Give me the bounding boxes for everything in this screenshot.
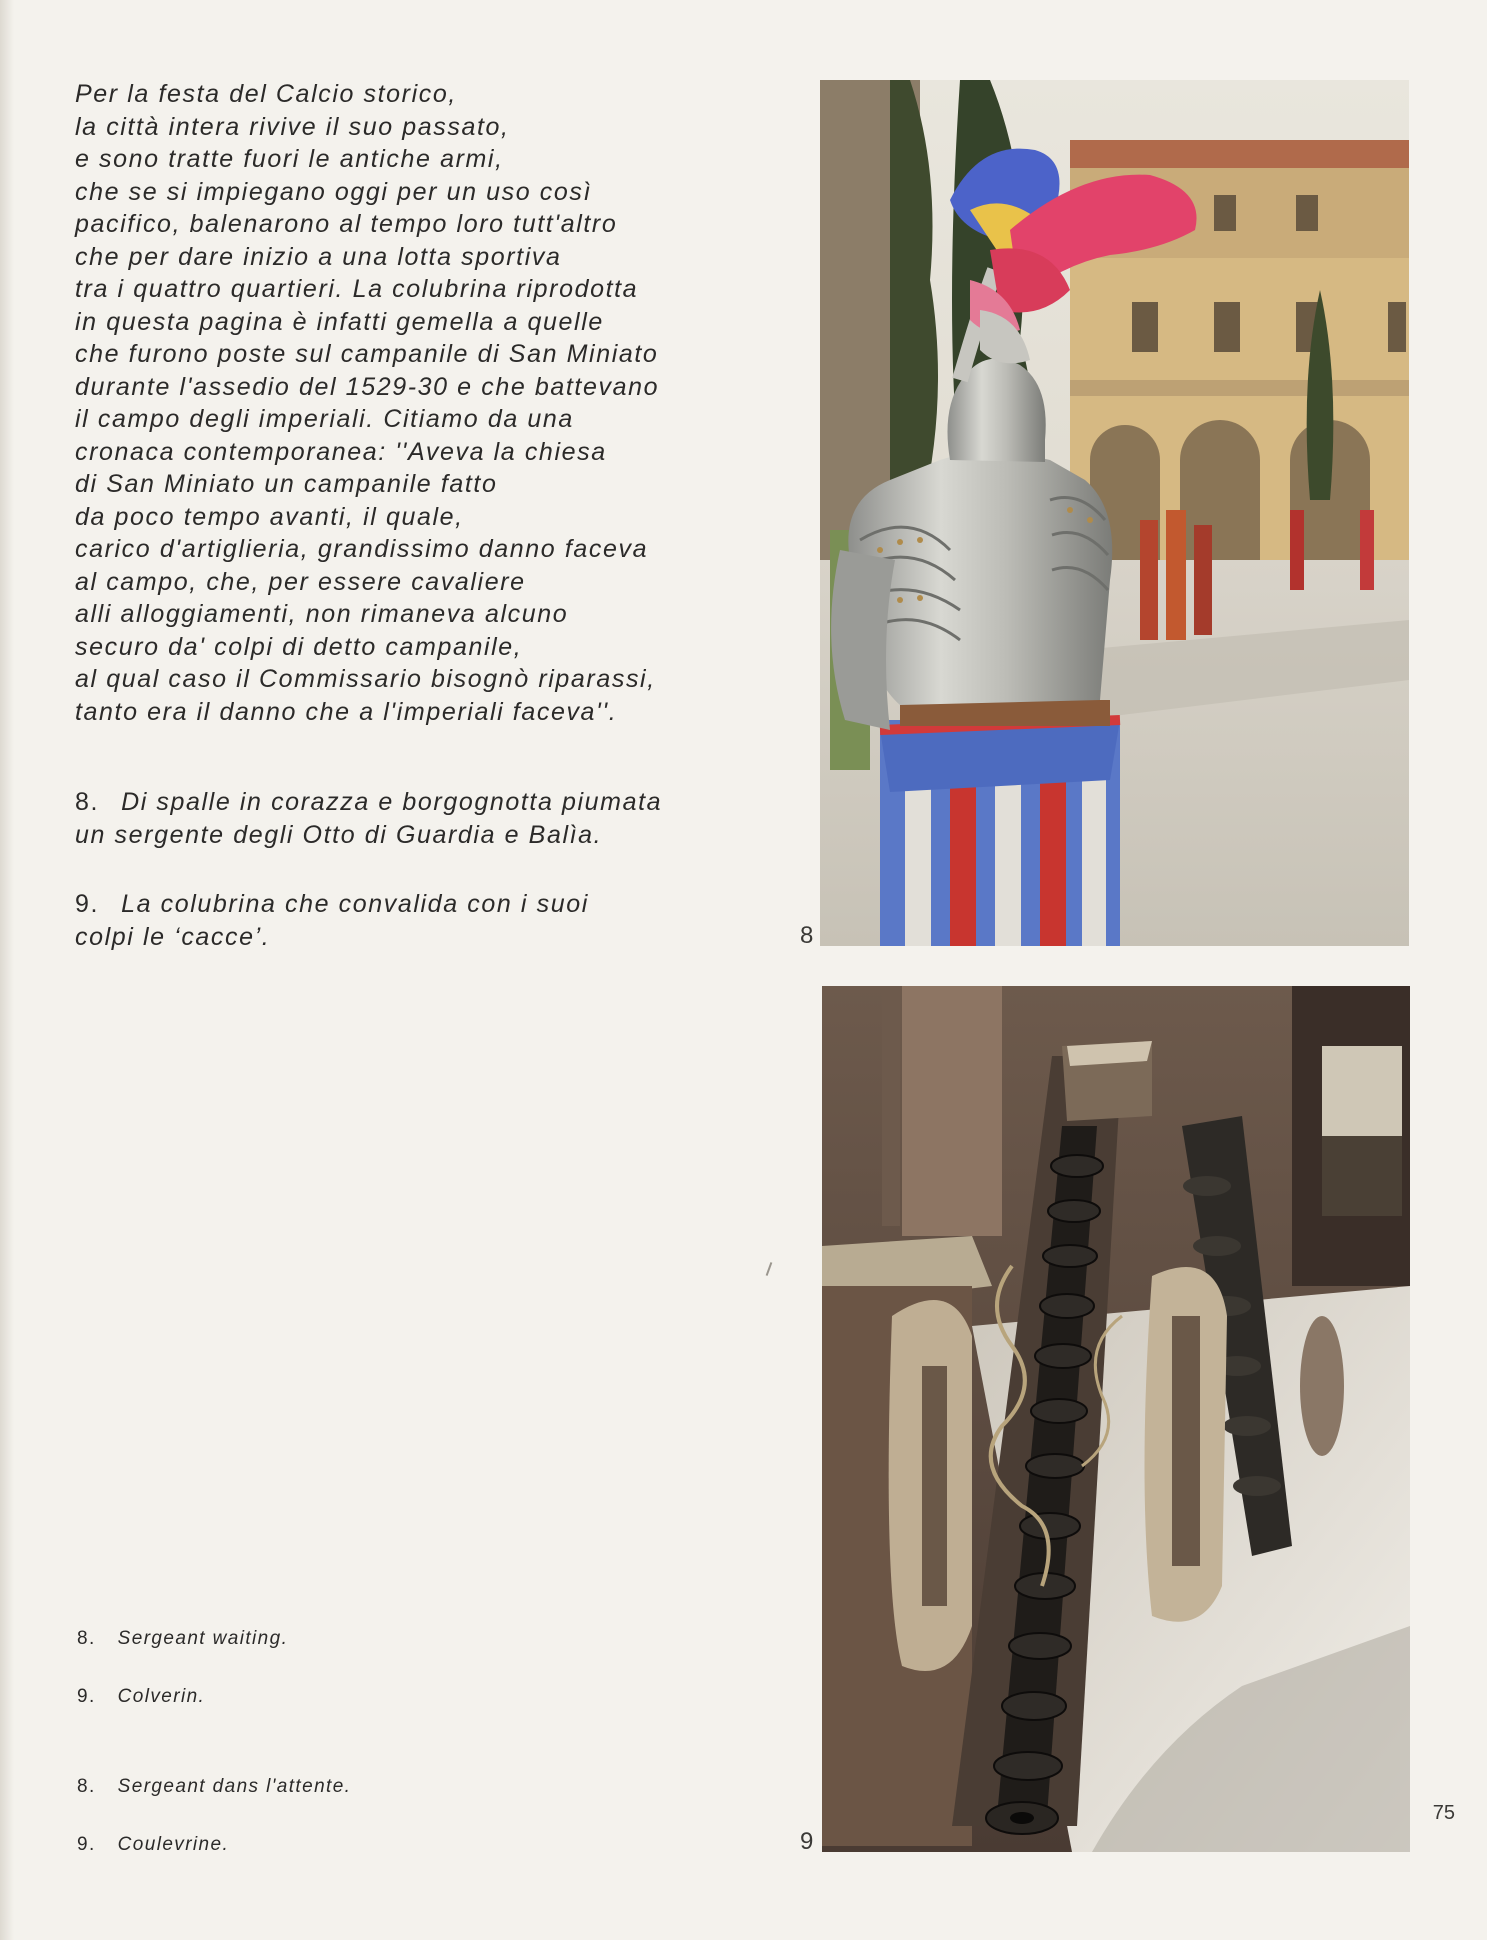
caption-line: un sergente degli Otto di Guardia e Balìa. — [75, 821, 603, 849]
caption-number: 9. — [75, 890, 100, 918]
text-line: securo da' colpi di detto campanile, — [75, 632, 523, 661]
text-line: al qual caso il Commissario bisognò riparassi, — [75, 665, 656, 693]
figure-number-8: 8 — [800, 922, 814, 949]
caption-fr-8 — [77, 1776, 351, 1798]
text-line: alli alloggiamenti, non rimaneva alcuno — [75, 600, 569, 628]
caption-number: 8. — [77, 1628, 96, 1649]
text-line: al campo, che, per essere cavaliere — [75, 567, 526, 596]
main-text — [75, 78, 735, 728]
caption-text: Coulevrine. — [117, 1834, 230, 1855]
caption-line: colpi le ‘cacce’. — [75, 923, 271, 951]
caption-number: 8. — [77, 1776, 96, 1797]
page-number: 75 — [1432, 1802, 1455, 1824]
text-line: pacifico, balenarono al tempo loro tutt'altro — [75, 210, 618, 238]
text-line: da poco tempo avanti, il quale, — [75, 502, 464, 531]
text-line: tra i quattro quartieri. La colubrina riprodotta — [75, 275, 639, 303]
caption-line — [75, 786, 755, 819]
caption-number: 9. — [77, 1686, 96, 1707]
text-line: tanto era il danno che a l'imperiali faceva''. — [75, 697, 618, 726]
text-line: che per dare inizio a una lotta sportiva — [75, 242, 562, 271]
print-mark — [766, 1262, 773, 1276]
caption-text: Di spalle in corazza e borgognotta piumata — [121, 788, 663, 816]
text-line: carico d'artiglieria, grandissimo danno faceva — [75, 535, 649, 563]
text-line: di San Miniato un campanile fatto — [75, 470, 498, 498]
text-line: cronaca contemporanea: ''Aveva la chiesa — [75, 437, 607, 466]
caption-number: 8. — [75, 788, 100, 816]
text-line: che furono poste sul campanile di San Miniato — [75, 340, 659, 368]
text-line: Per la festa del Calcio storico, — [75, 80, 457, 108]
caption-it-9 — [75, 888, 755, 954]
caption-text: Sergeant waiting. — [117, 1628, 289, 1649]
page-gutter-shadow — [0, 0, 14, 1940]
photo-colubrina-illustration — [822, 986, 1410, 1852]
caption-en-8 — [77, 1628, 288, 1650]
caption-fr-9 — [77, 1834, 229, 1856]
caption-text: La colubrina che convalida con i suoi — [121, 890, 589, 918]
text-line: in questa pagina è infatti gemella a quelle — [75, 307, 604, 336]
figure-number-9: 9 — [800, 1828, 814, 1855]
caption-en-9 — [77, 1686, 205, 1708]
caption-line — [75, 888, 755, 921]
caption-text: Colverin. — [117, 1686, 206, 1707]
text-line: la città intera rivive il suo passato, — [75, 112, 510, 141]
text-line: che se si impiegano oggi per un uso così — [75, 177, 593, 206]
caption-text: Sergeant dans l'attente. — [117, 1776, 352, 1797]
text-line: il campo degli imperiali. Citiamo da una — [75, 405, 574, 433]
caption-number: 9. — [77, 1834, 96, 1855]
text-line: e sono tratte fuori le antiche armi, — [75, 145, 504, 173]
photo-sergeant — [820, 80, 1409, 946]
photo-sergeant-illustration — [820, 80, 1409, 946]
text-line: durante l'assedio del 1529-30 e che battevano — [75, 372, 660, 401]
photo-colubrina — [822, 986, 1410, 1852]
caption-it-8 — [75, 786, 755, 852]
